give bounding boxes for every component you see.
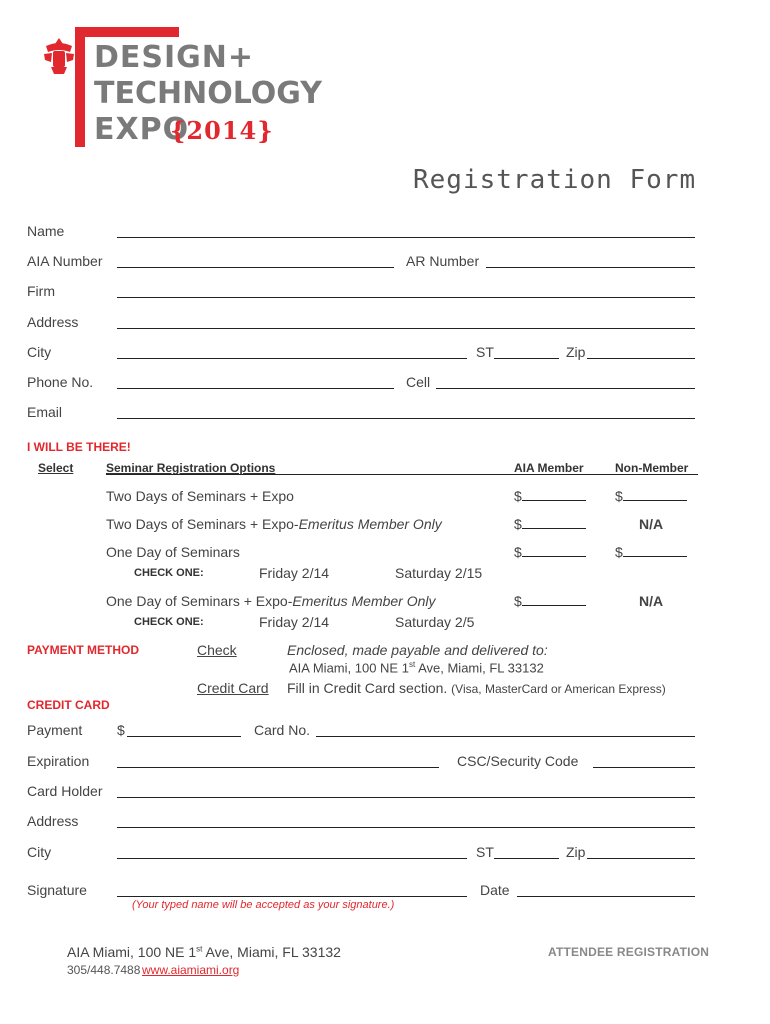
nonmember-price-field[interactable]: $: [615, 544, 687, 560]
cc-zip-label: Zip: [566, 844, 586, 860]
cell-input[interactable]: [436, 374, 695, 389]
logo-frame-side: [75, 27, 85, 147]
nonmember-price-field[interactable]: $: [615, 488, 687, 504]
logo-year: {2014}: [170, 116, 274, 145]
cc-address-label: Address: [27, 813, 79, 829]
cc-city-input[interactable]: [117, 844, 467, 859]
attend-heading: I WILL BE THERE!: [27, 440, 131, 454]
col-options: Seminar Registration Options: [106, 461, 276, 475]
option-label: Two Days of Seminars + Expo-: [106, 516, 299, 532]
nonmember-na: N/A: [639, 593, 664, 609]
csc-input[interactable]: [593, 753, 695, 768]
date-label: Date: [480, 882, 510, 898]
cc-address-input[interactable]: [117, 813, 695, 828]
cc-st-label: ST: [476, 844, 494, 860]
payment-dollar: $: [117, 722, 125, 738]
cc-st-input[interactable]: [494, 844, 559, 859]
check-desc: Enclosed, made payable and delivered to:: [287, 642, 548, 658]
option-italic: Emeritus Member Only: [292, 593, 436, 609]
address-input[interactable]: [117, 314, 695, 329]
member-price-field[interactable]: $: [514, 488, 586, 504]
zip-input[interactable]: [587, 344, 695, 359]
phone-label: Phone No.: [27, 374, 94, 390]
option-label: Two Days of Seminars + Expo: [106, 488, 294, 504]
credit-desc: Fill in Credit Card section. (Visa, MasterCard or American Express): [287, 680, 666, 696]
card-no-label: Card No.: [254, 722, 311, 738]
option-italic: Emeritus Member Only: [298, 516, 442, 532]
option-label: One Day of Seminars: [106, 544, 240, 560]
member-price-field[interactable]: $: [514, 593, 586, 609]
logo-line2: TECHNOLOGY: [94, 76, 322, 111]
zip-label: Zip: [566, 344, 586, 360]
friday-option[interactable]: Friday 2/14: [259, 614, 330, 630]
signature-note: (Your typed name will be accepted as your signature.): [132, 899, 395, 911]
nonmember-na: N/A: [639, 516, 664, 532]
footer-website-link[interactable]: www.aiamiami.org: [142, 963, 240, 977]
footer-phone: 305/448.7488: [67, 963, 141, 977]
aia-number-label: AIA Number: [27, 253, 103, 269]
option-row[interactable]: [106, 516, 442, 532]
logo-line3: EXPO: [94, 112, 190, 147]
email-input[interactable]: [117, 404, 695, 419]
logo-line1: DESIGN+: [94, 40, 255, 75]
card-no-input[interactable]: [316, 722, 695, 737]
st-label: ST: [476, 344, 494, 360]
firm-input[interactable]: [117, 283, 695, 298]
payment-amount-input[interactable]: [127, 722, 241, 737]
payment-heading: PAYMENT METHOD: [27, 643, 140, 657]
name-label: Name: [27, 223, 65, 239]
address-label: Address: [27, 314, 79, 330]
aia-number-input[interactable]: [117, 253, 394, 268]
ar-number-label: AR Number: [406, 253, 480, 269]
expiration-input[interactable]: [117, 753, 439, 768]
footer-tag: ATTENDEE REGISTRATION: [548, 945, 710, 959]
date-input[interactable]: [517, 882, 695, 897]
name-input[interactable]: [117, 223, 695, 238]
saturday-option[interactable]: Saturday 2/5: [395, 614, 475, 630]
cc-city-label: City: [27, 844, 52, 860]
member-price-field[interactable]: $: [514, 544, 586, 560]
options-header-rule: [106, 474, 698, 475]
cc-zip-input[interactable]: [587, 844, 695, 859]
card-holder-input[interactable]: [117, 783, 695, 798]
credit-card-heading: CREDIT CARD: [27, 698, 110, 712]
col-nonmember: Non-Member: [615, 461, 689, 475]
firm-label: Firm: [27, 283, 55, 299]
cell-label: Cell: [406, 374, 431, 390]
phone-input[interactable]: [117, 374, 394, 389]
saturday-option[interactable]: Saturday 2/15: [395, 565, 483, 581]
payment-label: Payment: [27, 722, 83, 738]
option-row[interactable]: [106, 593, 436, 609]
option-row[interactable]: [106, 544, 240, 560]
card-holder-label: Card Holder: [27, 783, 103, 799]
aia-eagle-icon: [42, 36, 76, 76]
logo-frame: [75, 27, 179, 37]
col-select: Select: [38, 461, 74, 475]
email-label: Email: [27, 404, 63, 420]
credit-card-option[interactable]: Credit Card: [197, 680, 269, 696]
csc-label: CSC/Security Code: [457, 753, 579, 769]
check-one-label: CHECK ONE:: [134, 616, 204, 628]
check-option[interactable]: Check: [197, 642, 237, 658]
footer-address: AIA Miami, 100 NE 1st Ave, Miami, FL 33132: [67, 944, 341, 960]
city-label: City: [27, 344, 52, 360]
check-one-label: CHECK ONE:: [134, 567, 204, 579]
option-row[interactable]: [106, 488, 294, 504]
member-price-field[interactable]: $: [514, 516, 586, 532]
col-member: AIA Member: [514, 461, 584, 475]
form-title: Registration Form: [413, 165, 697, 195]
option-label: One Day of Seminars + Expo-: [106, 593, 293, 609]
ar-number-input[interactable]: [486, 253, 695, 268]
st-input[interactable]: [494, 344, 559, 359]
friday-option[interactable]: Friday 2/14: [259, 565, 330, 581]
city-input[interactable]: [117, 344, 467, 359]
signature-label: Signature: [27, 882, 87, 898]
check-address: AIA Miami, 100 NE 1st Ave, Miami, FL 33132: [289, 660, 544, 676]
expiration-label: Expiration: [27, 753, 90, 769]
signature-input[interactable]: [117, 882, 467, 897]
